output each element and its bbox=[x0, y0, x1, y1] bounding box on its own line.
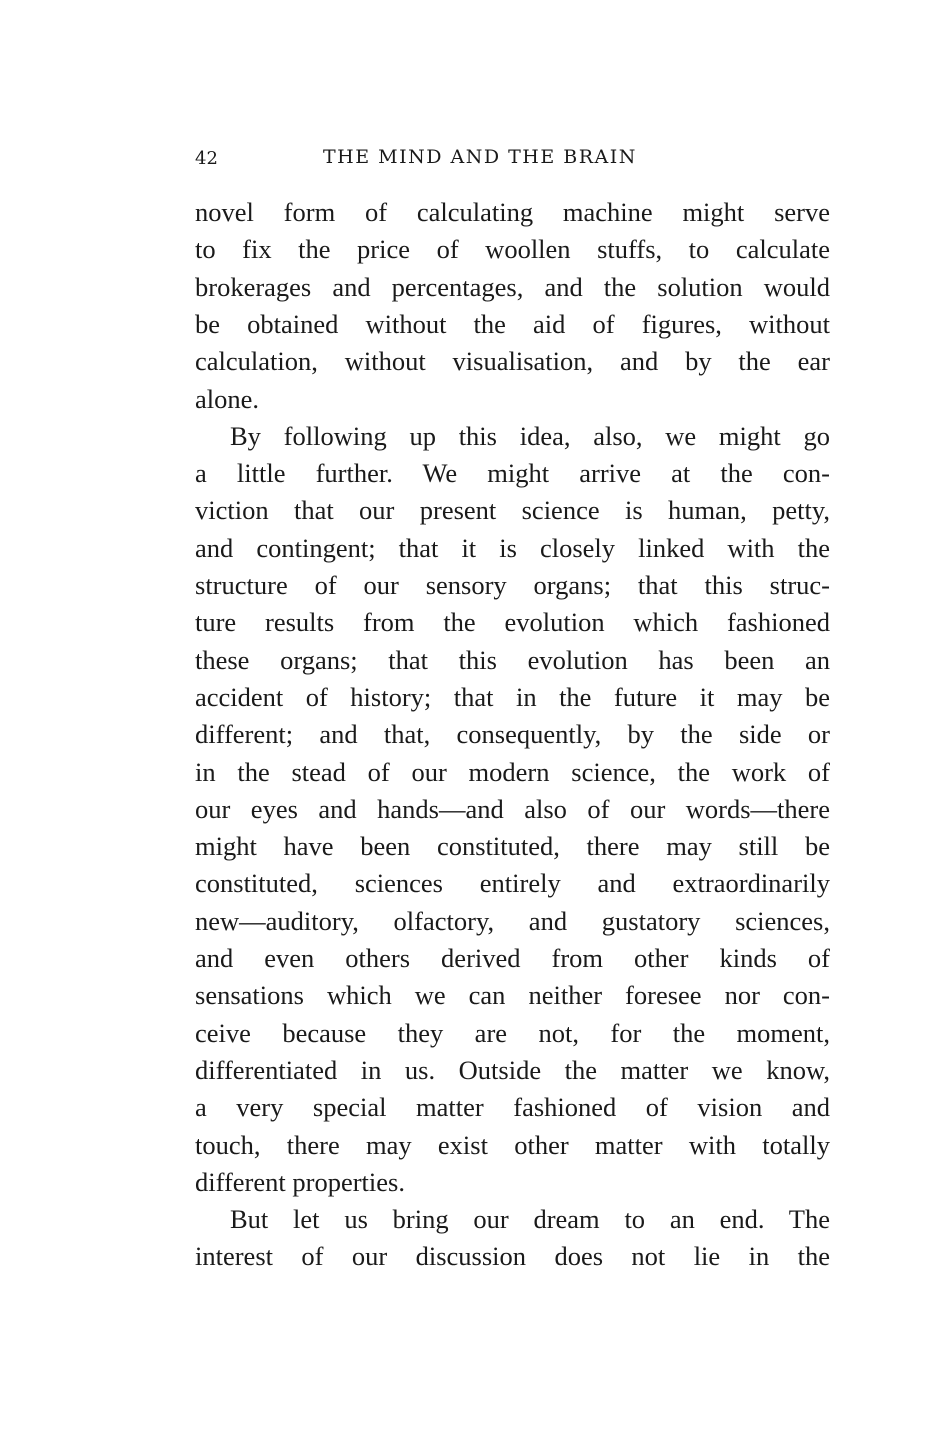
text-line: viction that our present science is human, petty, bbox=[195, 495, 830, 526]
text-line: different; and that, consequently, by the side or bbox=[195, 719, 830, 750]
text-line: these organs; that this evolution has been an bbox=[195, 644, 830, 675]
text-line: and contingent; that it is closely linked with the bbox=[195, 532, 830, 563]
text-line: a very special matter fashioned of vision and bbox=[195, 1092, 830, 1123]
text-line: ceive because they are not, for the moment, bbox=[195, 1017, 830, 1048]
text-line: ture results from the evolution which fashioned bbox=[195, 607, 830, 638]
text-line: in the stead of our modern science, the work of bbox=[195, 756, 830, 787]
text-line: By following up this idea, also, we might go bbox=[230, 420, 830, 451]
text-line: might have been constituted, there may still be bbox=[195, 831, 830, 862]
text-line: differentiated in us. Outside the matter we know, bbox=[195, 1054, 830, 1085]
text-line: our eyes and hands—and also of our words—there bbox=[195, 793, 830, 824]
text-line: and even others derived from other kinds of bbox=[195, 943, 830, 973]
text-line: different properties. bbox=[195, 1166, 405, 1197]
text-line: touch, there may exist other matter with totally bbox=[195, 1129, 830, 1160]
text-line: structure of our sensory organs; that this struc- bbox=[195, 570, 830, 600]
text-line: be obtained without the aid of figures, without bbox=[195, 308, 830, 339]
text-line: interest of our discussion does not lie in the bbox=[195, 1241, 830, 1272]
text-line: to fix the price of woollen stuffs, to calculate bbox=[195, 234, 830, 265]
running-header bbox=[195, 146, 830, 176]
text-line: calculation, without visualisation, and by the ear bbox=[195, 346, 830, 377]
text-line: accident of history; that in the future it may be bbox=[195, 681, 830, 712]
page-number: 42 bbox=[195, 148, 218, 169]
text-line: brokerages and percentages, and the solution would bbox=[195, 271, 830, 302]
text-line: novel form of calculating machine might serve bbox=[195, 197, 830, 227]
text-line: sensations which we can neither foresee nor con- bbox=[195, 980, 830, 1011]
text-line: constituted, sciences entirely and extraordinarily bbox=[195, 868, 830, 899]
text-line: new—auditory, olfactory, and gustatory sciences, bbox=[195, 905, 830, 936]
running-title: THE MIND AND THE BRAIN bbox=[323, 146, 637, 168]
text-line: a little further. We might arrive at the con- bbox=[195, 458, 830, 489]
text-line: But let us bring our dream to an end. The bbox=[230, 1204, 830, 1235]
text-line: alone. bbox=[195, 383, 260, 414]
